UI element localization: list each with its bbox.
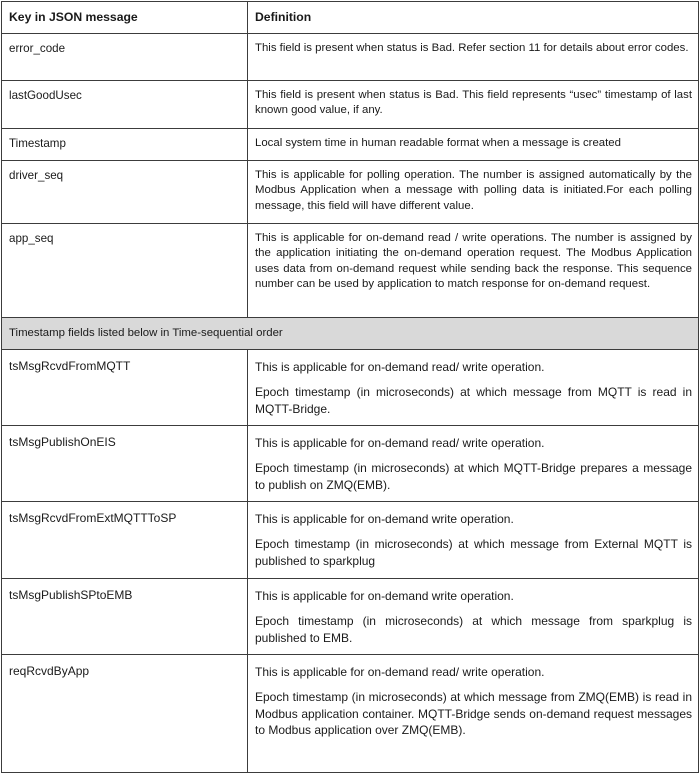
definition-applicability: This is applicable for on-demand write operation. (255, 588, 514, 603)
table-row (2, 349, 699, 425)
table-row (2, 80, 699, 128)
row-definition-last-good-usec: This field is present when status is Bad. This field represents “usec” timestamp of last known good value, if any. (248, 80, 699, 128)
table-row (2, 501, 699, 578)
row-key-req-rcvd-by-app: reqRcvdByApp (2, 654, 248, 772)
table-row (2, 578, 699, 654)
row-key-driver-seq: driver_seq (2, 160, 248, 223)
row-definition-ts-msg-publish-sp-to-emb (248, 578, 699, 654)
row-definition-app-seq: This is applicable for on-demand read / write operations. The number is assigned by the application initiating the on-demand operation request. The Modbus Application uses data from on-demand request while sending back the response. This sequence number can be used by application to match response for on-demand request. (248, 223, 699, 317)
row-key-ts-msg-publish-on-eis: tsMsgPublishOnEIS (2, 425, 248, 501)
row-key-ts-msg-rcvd-from-ext-mqtt-to-sp: tsMsgRcvdFromExtMQTTToSP (2, 501, 248, 578)
json-key-definition-table (1, 1, 699, 773)
table-row (2, 128, 699, 160)
row-definition-ts-msg-publish-on-eis (248, 425, 699, 501)
row-key-last-good-usec: lastGoodUsec (2, 80, 248, 128)
row-definition-ts-msg-rcvd-from-mqtt (248, 349, 699, 425)
definition-applicability: This is applicable for on-demand read/ write operation. (255, 664, 545, 679)
row-key-ts-msg-publish-sp-to-emb: tsMsgPublishSPtoEMB (2, 578, 248, 654)
key-column-header: Key in JSON message (2, 2, 248, 34)
row-key-app-seq: app_seq (2, 223, 248, 317)
definition-detail: Epoch timestamp (in microseconds) at which message from MQTT is read in MQTT-Bridge. (255, 385, 692, 416)
row-definition-ts-msg-rcvd-from-ext-mqtt-to-sp (248, 501, 699, 578)
definition-detail: Epoch timestamp (in microseconds) at which message from External MQTT is published to sparkplug (255, 537, 692, 568)
row-definition-timestamp: Local system time in human readable format when a message is created (248, 128, 699, 160)
definition-applicability: This is applicable for on-demand write operation. (255, 511, 514, 526)
row-definition-driver-seq: This is applicable for polling operation. The number is assigned automatically by the Modbus Application when a message with polling data is initiated.For each polling message, this field will have different value. (248, 160, 699, 223)
definition-detail: Epoch timestamp (in microseconds) at which MQTT-Bridge prepares a message to publish on ZMQ(EMB). (255, 461, 692, 492)
row-key-timestamp: Timestamp (2, 128, 248, 160)
section-header-row (2, 317, 699, 349)
row-key-error-code: error_code (2, 33, 248, 80)
definition-detail: Epoch timestamp (in microseconds) at which message from ZMQ(EMB) is read in Modbus application container. MQTT-Bridge sends on-demand request messages to Modbus application over ZMQ(EMB). (255, 690, 692, 737)
definition-detail: Epoch timestamp (in microseconds) at which message from sparkplug is published to EMB. (255, 614, 692, 645)
table-row (2, 223, 699, 317)
definition-column-header: Definition (248, 2, 699, 34)
definition-applicability: This is applicable for on-demand read/ write operation. (255, 359, 545, 374)
row-definition-req-rcvd-by-app (248, 654, 699, 772)
table-row (2, 654, 699, 772)
row-definition-error-code: This field is present when status is Bad. Refer section 11 for details about error codes. (248, 33, 699, 80)
definition-applicability: This is applicable for on-demand read/ write operation. (255, 435, 545, 450)
section-label: Timestamp fields listed below in Time-sequential order (2, 317, 699, 349)
table-row (2, 160, 699, 223)
table-header-row (2, 2, 699, 34)
table-row (2, 33, 699, 80)
row-key-ts-msg-rcvd-from-mqtt: tsMsgRcvdFromMQTT (2, 349, 248, 425)
table-row (2, 425, 699, 501)
